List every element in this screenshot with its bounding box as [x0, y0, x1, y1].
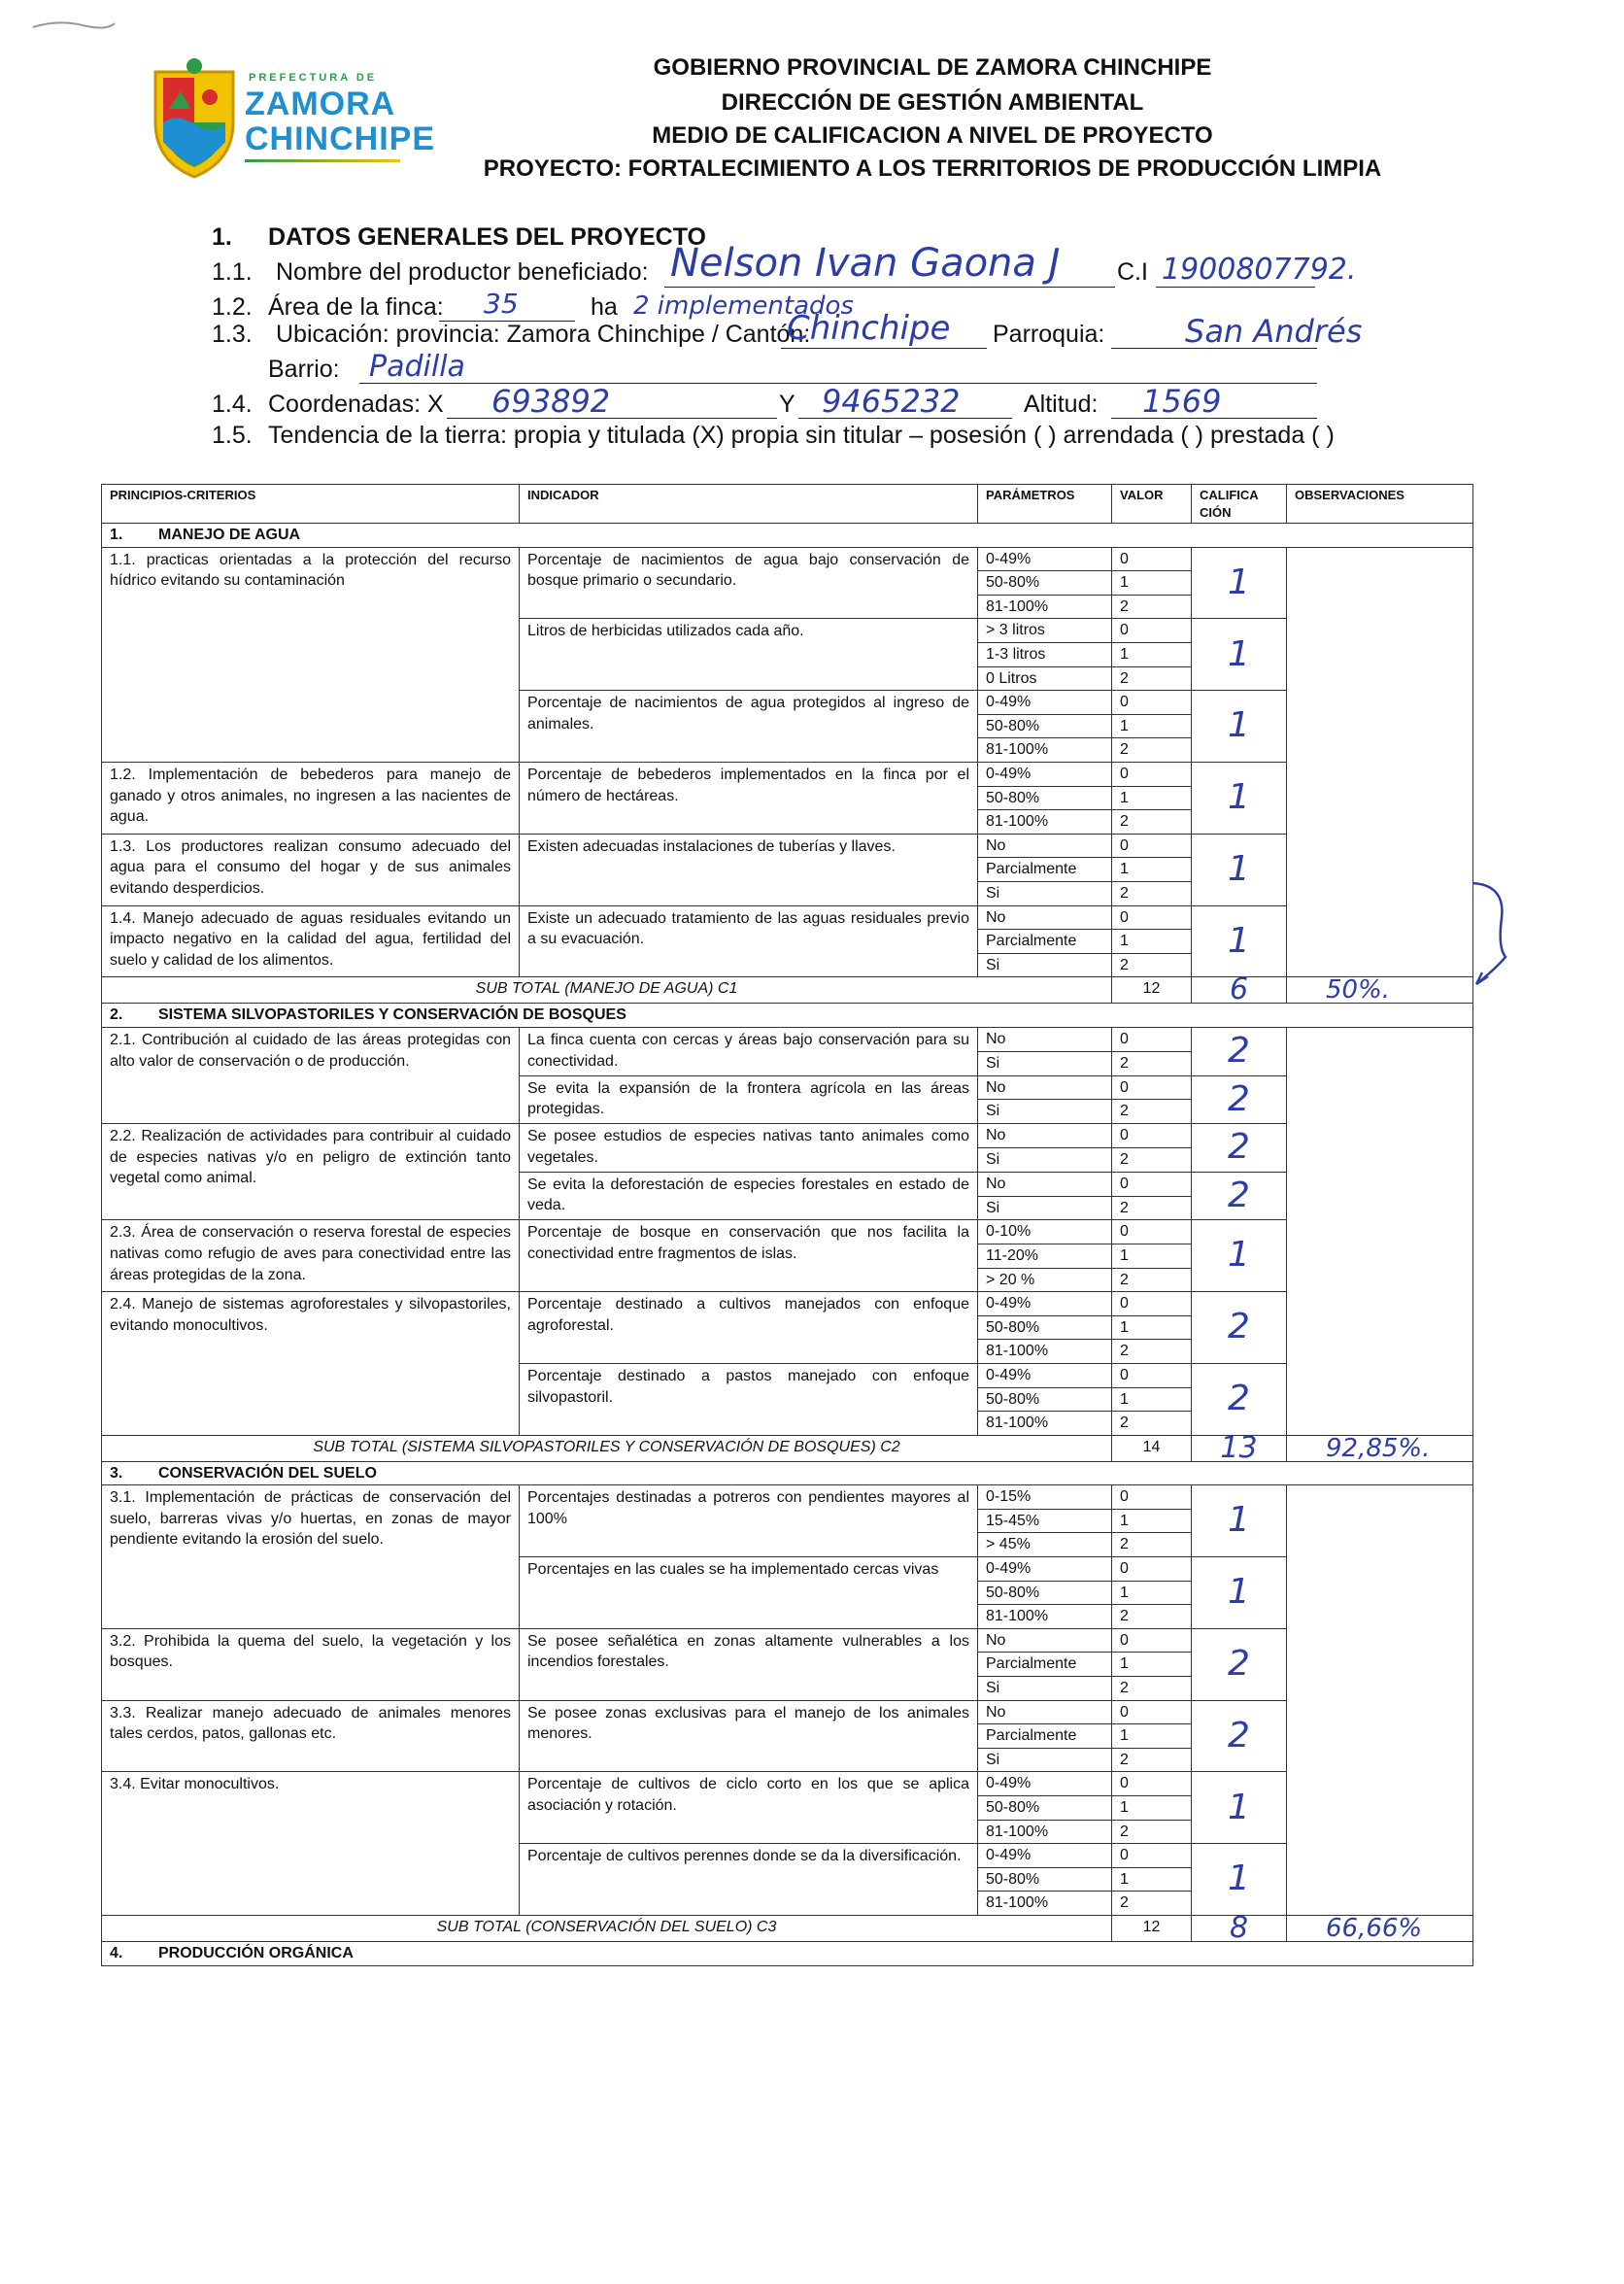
parameter-cell: No [978, 1027, 1112, 1051]
indicator-text: Porcentajes en las cuales se ha implementado cercas vivas [520, 1557, 978, 1629]
criterion-text: 1.2. Implementación de bebederos para manejo de ganado y otros animales, no ingresen a las nacientes de agua. [102, 763, 520, 835]
parameter-cell: 50-80% [978, 1867, 1112, 1892]
scan-mark [29, 17, 117, 33]
evaluation-table [101, 484, 1473, 1966]
parameter-cell: Parcialmente [978, 1724, 1112, 1749]
parameter-cell: 50-80% [978, 714, 1112, 738]
value-cell: 2 [1112, 810, 1192, 835]
value-cell: 1 [1112, 714, 1192, 738]
parameter-cell: > 20 % [978, 1268, 1112, 1292]
handwritten-score: 2 [1192, 1700, 1287, 1772]
location-label: Ubicación: provincia: Zamora Chinchipe / Cantón: [276, 321, 811, 348]
criterion-text: 2.2. Realización de actividades para contribuir al cuidado de especies nativas y/o en peligro de extinción tanto vegetal como animal. [102, 1124, 520, 1220]
value-cell: 2 [1112, 1340, 1192, 1364]
handwritten-score: 1 [1192, 1485, 1287, 1557]
canton-value: Chinchipe [787, 309, 951, 348]
parameter-cell: Si [978, 953, 1112, 977]
field-1-2-num: 1.2. [212, 293, 253, 321]
altitude-value: 1569 [1142, 383, 1222, 420]
handwritten-score: 2 [1192, 1292, 1287, 1364]
handwritten-score: 1 [1192, 1772, 1287, 1844]
parameter-cell: No [978, 1172, 1112, 1196]
value-cell: 2 [1112, 1196, 1192, 1220]
parameter-cell: Si [978, 1051, 1112, 1075]
criterion-text: 3.1. Implementación de prácticas de conservación del suelo, barreras vivas y/o huertas, en zonas de mayor pendiente evitando la erosión del suelo. [102, 1485, 520, 1629]
value-cell: 0 [1112, 1363, 1192, 1387]
value-cell: 1 [1112, 1867, 1192, 1892]
parroquia-value: San Andrés [1185, 313, 1363, 350]
indicator-text: Existen adecuadas instalaciones de tuberías y llaves. [520, 834, 978, 905]
subtotal-label: SUB TOTAL (MANEJO DE AGUA) C1 [102, 977, 1112, 1004]
value-cell: 2 [1112, 882, 1192, 906]
logo-zamora: ZAMORA [245, 85, 396, 122]
value-cell: 0 [1112, 1292, 1192, 1316]
observations-cell [1287, 1485, 1473, 1916]
value-cell: 0 [1112, 834, 1192, 858]
value-cell: 0 [1112, 691, 1192, 715]
section-title-row [102, 1004, 1473, 1028]
criterion-text: 2.4. Manejo de sistemas agroforestales y silvopastoriles, evitando monocultivos. [102, 1292, 520, 1436]
subtotal-max-value: 12 [1112, 1915, 1192, 1941]
observations-cell [1287, 547, 1473, 977]
subtotal-max-value: 12 [1112, 977, 1192, 1004]
section-title-text: CONSERVACIÓN DEL SUELO [158, 1464, 377, 1482]
ci-line [1156, 287, 1315, 288]
handwritten-score: 1 [1192, 691, 1287, 763]
observations-cell [1287, 1027, 1473, 1435]
table-row [102, 1292, 1473, 1316]
farm-area-note: 2 implementados [633, 291, 854, 321]
parameter-cell: No [978, 1700, 1112, 1724]
value-cell: 1 [1112, 858, 1192, 882]
barrio-label: Barrio: [268, 356, 340, 383]
farm-area-unit: ha [591, 293, 618, 321]
section-title-text: PRODUCCIÓN ORGÁNICA [158, 1944, 354, 1961]
parameter-cell: 50-80% [978, 1387, 1112, 1412]
parameter-cell: 81-100% [978, 738, 1112, 763]
parameter-cell: 50-80% [978, 1581, 1112, 1605]
parameter-cell: 0-15% [978, 1485, 1112, 1510]
logo-chinchipe: CHINCHIPE [245, 120, 436, 157]
value-cell: 2 [1112, 595, 1192, 619]
value-cell: 1 [1112, 1387, 1192, 1412]
table-row [102, 1220, 1473, 1244]
parameter-cell: Si [978, 1677, 1112, 1701]
handwritten-score: 1 [1192, 1557, 1287, 1629]
criterion-text: 3.4. Evitar monocultivos. [102, 1772, 520, 1916]
producer-name-label: Nombre del productor beneficiado: [276, 258, 649, 286]
section-number: 3. [110, 1464, 123, 1482]
value-cell: 2 [1112, 1268, 1192, 1292]
handwritten-score: 1 [1192, 834, 1287, 905]
value-cell: 0 [1112, 1172, 1192, 1196]
value-cell: 0 [1112, 1124, 1192, 1148]
indicator-text: Porcentajes destinadas a potreros con pendientes mayores al 100% [520, 1485, 978, 1557]
header-line-1: GOBIERNO PROVINCIAL DE ZAMORA CHINCHIPE [653, 54, 1212, 81]
parameter-cell: 81-100% [978, 1605, 1112, 1629]
value-cell: 1 [1112, 1724, 1192, 1749]
parameter-cell: 0-49% [978, 547, 1112, 571]
parameter-cell: Si [978, 1748, 1112, 1772]
subtotal-row [102, 1435, 1473, 1461]
table-header-row [102, 485, 1473, 524]
section-number: 1. [110, 527, 123, 544]
value-cell: 0 [1112, 1700, 1192, 1724]
indicator-text: Porcentaje de nacimientos de agua bajo conservación de bosque primario o secundario. [520, 547, 978, 619]
value-cell: 0 [1112, 1628, 1192, 1653]
value-cell: 0 [1112, 547, 1192, 571]
section-title [102, 1461, 1473, 1485]
indicator-text: Porcentaje de cultivos de ciclo corto en los que se aplica asociación y rotación. [520, 1772, 978, 1844]
parameter-cell: 81-100% [978, 1820, 1112, 1844]
subtotal-score: 8 [1192, 1915, 1287, 1941]
value-cell: 2 [1112, 738, 1192, 763]
value-cell: 0 [1112, 1027, 1192, 1051]
section-1-title: DATOS GENERALES DEL PROYECTO [268, 223, 707, 251]
section-title [102, 524, 1473, 548]
criterion-text: 2.3. Área de conservación o reserva forestal de especies nativas como refugio de aves para conectividad entre las áreas protegidas de la zona. [102, 1220, 520, 1292]
table-row [102, 547, 1473, 571]
value-cell: 2 [1112, 953, 1192, 977]
subtotal-label: SUB TOTAL (CONSERVACIÓN DEL SUELO) C3 [102, 1915, 1112, 1941]
subtotal-max-value: 14 [1112, 1435, 1192, 1461]
parameter-cell: No [978, 1075, 1112, 1100]
parameter-cell: No [978, 834, 1112, 858]
section-1-num: 1. [212, 223, 232, 251]
handwritten-score: 1 [1192, 1844, 1287, 1916]
handwritten-score: 1 [1192, 547, 1287, 619]
value-cell: 1 [1112, 571, 1192, 596]
subtotal-percentage: 92,85%. [1287, 1435, 1473, 1461]
value-cell: 0 [1112, 1772, 1192, 1796]
coord-x-label: Coordenadas: X [268, 391, 444, 418]
value-cell: 0 [1112, 1075, 1192, 1100]
value-cell: 2 [1112, 1677, 1192, 1701]
subtotal-score: 6 [1192, 977, 1287, 1004]
value-cell: 0 [1112, 1557, 1192, 1582]
table-row [102, 905, 1473, 930]
value-cell: 2 [1112, 1051, 1192, 1075]
section-title-text: MANEJO DE AGUA [158, 527, 301, 544]
parameter-cell: Parcialmente [978, 858, 1112, 882]
indicator-text: Porcentaje de cultivos perennes donde se da la diversificación. [520, 1844, 978, 1916]
value-cell: 0 [1112, 905, 1192, 930]
value-cell: 1 [1112, 1796, 1192, 1821]
subtotal-percentage: 50%. [1287, 977, 1473, 1004]
altitude-label: Altitud: [1024, 391, 1099, 418]
ci-value: 1900807792. [1162, 253, 1357, 287]
table-row [102, 1628, 1473, 1653]
value-cell: 2 [1112, 1820, 1192, 1844]
criterion-text: 1.4. Manejo adecuado de aguas residuales evitando un impacto negativo en la calidad del agua, fertilidad del suelo y calidad de los alimentos. [102, 905, 520, 977]
parameter-cell: 0-49% [978, 1844, 1112, 1868]
handwritten-score: 2 [1192, 1075, 1287, 1124]
handwritten-score: 2 [1192, 1363, 1287, 1435]
subtotal-row [102, 1915, 1473, 1941]
handwritten-score: 1 [1192, 905, 1287, 977]
value-cell: 0 [1112, 1844, 1192, 1868]
coord-x-value: 693892 [491, 383, 611, 420]
coat-of-arms-icon [148, 54, 241, 181]
table-row [102, 1027, 1473, 1051]
value-cell: 2 [1112, 1748, 1192, 1772]
value-cell: 0 [1112, 1220, 1192, 1244]
value-cell: 2 [1112, 1892, 1192, 1916]
header-calificacion: CALIFICA CIÓN [1192, 485, 1287, 524]
parameter-cell: Parcialmente [978, 1653, 1112, 1677]
indicator-text: Se posee señalética en zonas altamente vulnerables a los incendios forestales. [520, 1628, 978, 1700]
value-cell: 1 [1112, 930, 1192, 954]
value-cell: 2 [1112, 1533, 1192, 1557]
parameter-cell: 11-20% [978, 1244, 1112, 1268]
subtotal-label: SUB TOTAL (SISTEMA SILVOPASTORILES Y CONSERVACIÓN DE BOSQUES) C2 [102, 1435, 1112, 1461]
parameter-cell: Parcialmente [978, 930, 1112, 954]
table-row [102, 1485, 1473, 1510]
parroquia-label: Parroquia: [993, 321, 1105, 348]
section-number: 4. [110, 1944, 123, 1961]
farm-area-label: Área de la finca: [268, 293, 444, 321]
parameter-cell: 50-80% [978, 1796, 1112, 1821]
table-row [102, 763, 1473, 787]
handwritten-score: 1 [1192, 1220, 1287, 1292]
indicator-text: Porcentaje destinado a cultivos manejados con enfoque agroforestal. [520, 1292, 978, 1364]
indicator-text: Porcentaje de bebederos implementados en la finca por el número de hectáreas. [520, 763, 978, 835]
header-indicador: INDICADOR [520, 485, 978, 524]
producer-name-line [664, 287, 1115, 288]
field-1-4-num: 1.4. [212, 391, 253, 418]
parameter-cell: 81-100% [978, 1892, 1112, 1916]
field-1-1-num: 1.1. [212, 258, 253, 286]
land-tenure-text: Tendencia de la tierra: propia y titulada (X) propia sin titular – posesión ( ) arrendada ( ) prestada ( ) [268, 422, 1335, 449]
section-title-row [102, 1461, 1473, 1485]
farm-area-value: 35 [484, 288, 519, 320]
handwritten-score: 2 [1192, 1628, 1287, 1700]
indicator-text: Se posee estudios de especies nativas tanto animales como vegetales. [520, 1124, 978, 1173]
indicator-text: Se evita la expansión de la frontera agrícola en las áreas protegidas. [520, 1075, 978, 1124]
header-line-2: DIRECCIÓN DE GESTIÓN AMBIENTAL [721, 89, 1144, 116]
ci-label: C.I [1117, 258, 1148, 286]
logo-small-text: PREFECTURA DE [249, 72, 378, 84]
parameter-cell: Si [978, 1196, 1112, 1220]
parameter-cell: 0-49% [978, 1557, 1112, 1582]
header-valor: VALOR [1112, 485, 1192, 524]
parameter-cell: Si [978, 1100, 1112, 1124]
handwritten-score: 1 [1192, 619, 1287, 691]
criterion-text: 2.1. Contribución al cuidado de las áreas protegidas con alto valor de conservación o de producción. [102, 1027, 520, 1123]
value-cell: 1 [1112, 1581, 1192, 1605]
subtotal-score: 13 [1192, 1435, 1287, 1461]
header-line-4: PROYECTO: FORTALECIMIENTO A LOS TERRITORIOS DE PRODUCCIÓN LIMPIA [483, 155, 1382, 182]
parameter-cell: 81-100% [978, 1412, 1112, 1436]
parameter-cell: Si [978, 1147, 1112, 1172]
coord-y-label: Y [779, 391, 795, 418]
parameter-cell: 81-100% [978, 595, 1112, 619]
value-cell: 1 [1112, 1653, 1192, 1677]
margin-bracket-annotation [1467, 879, 1515, 1001]
value-cell: 0 [1112, 763, 1192, 787]
subtotal-percentage: 66,66% [1287, 1915, 1473, 1941]
value-cell: 2 [1112, 1412, 1192, 1436]
section-title-row [102, 1941, 1473, 1965]
value-cell: 1 [1112, 1509, 1192, 1533]
value-cell: 2 [1112, 1147, 1192, 1172]
table-row [102, 834, 1473, 858]
parameter-cell: > 45% [978, 1533, 1112, 1557]
field-1-3-num: 1.3. [212, 321, 253, 348]
parameter-cell: 50-80% [978, 1315, 1112, 1340]
criterion-text: 1.1. practicas orientadas a la protección del recurso hídrico evitando su contaminación [102, 547, 520, 762]
value-cell: 1 [1112, 786, 1192, 810]
section-title-text: SISTEMA SILVOPASTORILES Y CONSERVACIÓN DE BOSQUES [158, 1006, 626, 1024]
parameter-cell: No [978, 1124, 1112, 1148]
parameter-cell: 0-49% [978, 1363, 1112, 1387]
parameter-cell: 1-3 litros [978, 643, 1112, 667]
header-parametros: PARÁMETROS [978, 485, 1112, 524]
criterion-text: 3.2. Prohibida la quema del suelo, la vegetación y los bosques. [102, 1628, 520, 1700]
value-cell: 1 [1112, 1244, 1192, 1268]
parameter-cell: 0-49% [978, 1772, 1112, 1796]
parameter-cell: 0-49% [978, 763, 1112, 787]
coord-y-value: 9465232 [822, 383, 961, 420]
value-cell: 2 [1112, 666, 1192, 691]
section-title-row [102, 524, 1473, 548]
indicator-text: Existe un adecuado tratamiento de las aguas residuales previo a su evacuación. [520, 905, 978, 977]
header-observaciones: OBSERVACIONES [1287, 485, 1473, 524]
value-cell: 1 [1112, 1315, 1192, 1340]
section-number: 2. [110, 1006, 123, 1024]
parameter-cell: 81-100% [978, 810, 1112, 835]
parameter-cell: Si [978, 882, 1112, 906]
table-row [102, 1700, 1473, 1724]
section-title [102, 1004, 1473, 1028]
header-line-3: MEDIO DE CALIFICACION A NIVEL DE PROYECTO [652, 122, 1213, 149]
indicator-text: Se evita la deforestación de especies forestales en estado de veda. [520, 1172, 978, 1220]
producer-name-value: Nelson Ivan Gaona J [670, 241, 1061, 286]
header-criterios: PRINCIPIOS-CRITERIOS [102, 485, 520, 524]
handwritten-score: 2 [1192, 1172, 1287, 1220]
indicator-text: Se posee zonas exclusivas para el manejo de los animales menores. [520, 1700, 978, 1772]
table-row [102, 1772, 1473, 1796]
criterion-text: 1.3. Los productores realizan consumo adecuado del agua para el consumo del hogar y de sus animales evitando desperdicios. [102, 834, 520, 905]
section-title [102, 1941, 1473, 1965]
evaluation-table-container [101, 484, 1472, 1966]
indicator-text: Porcentaje de nacimientos de agua protegidos al ingreso de animales. [520, 691, 978, 763]
field-1-5-num: 1.5. [212, 422, 253, 449]
handwritten-score: 2 [1192, 1124, 1287, 1173]
parameter-cell: 50-80% [978, 571, 1112, 596]
parameter-cell: 0 Litros [978, 666, 1112, 691]
indicator-text: Porcentaje de bosque en conservación que nos facilita la conectividad entre fragmentos de islas. [520, 1220, 978, 1292]
barrio-value: Padilla [369, 350, 465, 384]
parameter-cell: 0-10% [978, 1220, 1112, 1244]
parameter-cell: 15-45% [978, 1509, 1112, 1533]
subtotal-row [102, 977, 1473, 1004]
value-cell: 1 [1112, 643, 1192, 667]
value-cell: 0 [1112, 619, 1192, 643]
value-cell: 2 [1112, 1100, 1192, 1124]
value-cell: 0 [1112, 1485, 1192, 1510]
parameter-cell: 0-49% [978, 691, 1112, 715]
value-cell: 2 [1112, 1605, 1192, 1629]
parameter-cell: No [978, 1628, 1112, 1653]
parameter-cell: > 3 litros [978, 619, 1112, 643]
parameter-cell: 0-49% [978, 1292, 1112, 1316]
table-row [102, 1124, 1473, 1148]
indicator-text: La finca cuenta con cercas y áreas bajo conservación para su conectividad. [520, 1027, 978, 1075]
parameter-cell: 81-100% [978, 1340, 1112, 1364]
criterion-text: 3.3. Realizar manejo adecuado de animales menores tales cerdos, patos, gallonas etc. [102, 1700, 520, 1772]
canton-line [781, 348, 987, 349]
indicator-text: Porcentaje destinado a pastos manejado con enfoque silvopastoril. [520, 1363, 978, 1435]
indicator-text: Litros de herbicidas utilizados cada año. [520, 619, 978, 691]
handwritten-score: 2 [1192, 1027, 1287, 1075]
parameter-cell: 50-80% [978, 786, 1112, 810]
handwritten-score: 1 [1192, 763, 1287, 835]
parameter-cell: No [978, 905, 1112, 930]
